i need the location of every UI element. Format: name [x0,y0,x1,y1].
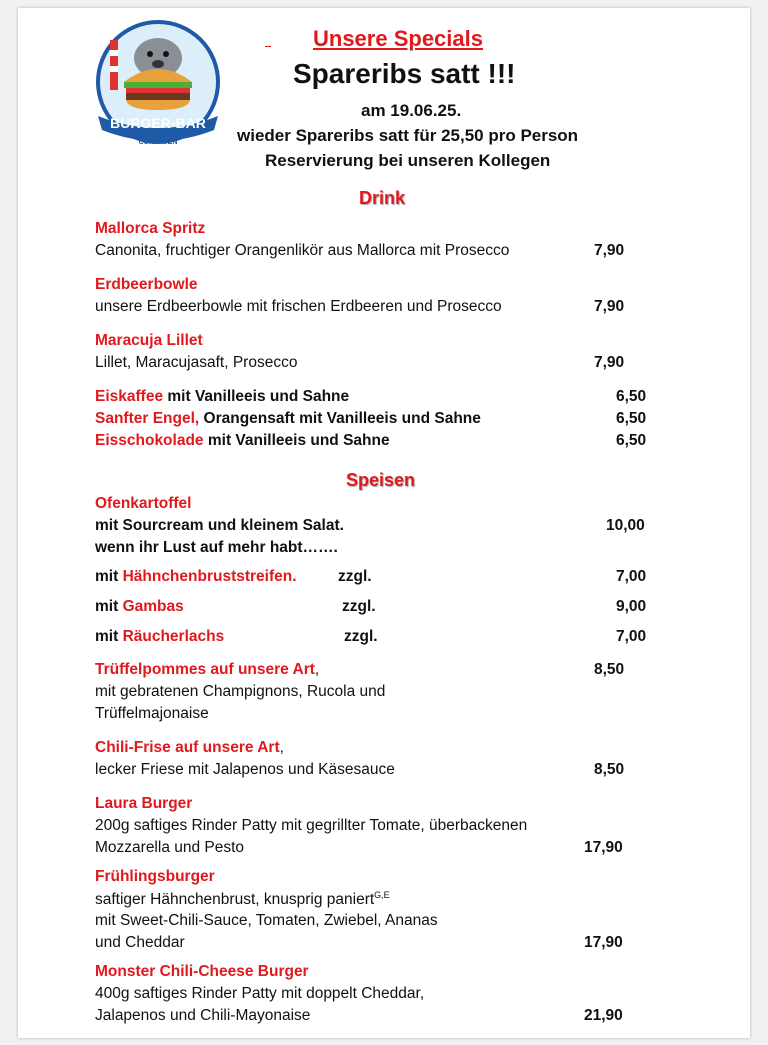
fruehling-line1-wrap [95,890,390,909]
chili-frise-price: 8,50 [594,761,625,778]
ice-item-name: Eisschokolade [95,432,204,449]
extra-price: 7,00 [616,568,647,585]
menu-page [18,8,750,1038]
reservation-line: Reservierung bei unseren Kollegen [265,151,551,170]
ice-item-price: 6,50 [616,410,647,427]
fruehling-line3: und Cheddar [95,934,185,951]
extra-name: Räucherlachs [122,628,225,645]
extra-prefix: mit [95,598,123,615]
trueffel-line1: mit gebratenen Champignons, Rucola und [95,683,386,700]
extra-prefix: mit [95,568,123,585]
ice-item-price: 6,50 [616,432,647,449]
monster-line1: 400g saftiges Rinder Patty mit doppelt Cheddar, [95,985,425,1002]
ice-item [95,388,349,406]
ice-item-rest: mit Vanilleeis und Sahne [203,432,390,449]
laura-price: 17,90 [584,839,623,856]
monster-line2: Jalapenos und Chili-Mayonaise [95,1007,311,1024]
drink-desc: unsere Erdbeerbowle mit frischen Erdbeeren und Prosecco [95,298,502,315]
drink-price: 7,90 [594,242,625,259]
extra-price: 9,00 [616,598,647,615]
extra-prefix: mit [95,628,123,645]
extra-item [95,568,297,586]
drink-desc: Lillet, Maracujasaft, Prosecco [95,354,298,371]
logo-text-top: BURGER-BAR [110,115,206,131]
laura-line2: Mozzarella und Pesto [95,839,245,856]
fruehling-line2: mit Sweet-Chili-Sauce, Tomaten, Zwiebel, Ananas [95,912,438,929]
trueffel-title [95,661,319,679]
extra-zzgl: zzgl. [344,628,378,645]
fruehling-line1: saftiger Hähnchenbrust, knusprig paniert [95,891,375,909]
drink-price: 7,90 [594,354,625,371]
burger-bar-logo [88,20,228,150]
extra-item [95,628,224,646]
ice-item-name: Eiskaffee [95,388,164,405]
drink-name: Maracuja Lillet [95,332,203,349]
ice-item-price: 6,50 [616,388,647,405]
trueffel-comma: , [314,661,320,678]
ofenkartoffel-name: Ofenkartoffel [95,495,192,512]
ofenkartoffel-line1: mit Sourcream und kleinem Salat. [95,517,344,534]
extra-zzgl: zzgl. [342,598,376,615]
trueffel-name: Trüffelpommes auf unsere Art [95,661,315,678]
monster-name: Monster Chili-Cheese Burger [95,963,309,980]
chili-frise-title [95,739,284,757]
stray-underline [265,46,271,47]
trueffel-line2: Trüffelmajonaise [95,705,209,722]
allergen-sup: G,E [374,890,390,900]
extra-item [95,598,184,616]
monster-price: 21,90 [584,1007,623,1024]
ice-item [95,432,390,450]
ice-item [95,410,481,428]
main-title: Spareribs satt !!! [293,58,516,89]
ice-item-rest: Orangensaft mit Vanilleeis und Sahne [199,410,481,427]
drink-name: Mallorca Spritz [95,220,206,237]
chili-frise-comma: , [279,739,284,756]
fruehling-price: 17,90 [584,934,623,951]
extra-name: Hähnchenbruststreifen. [122,568,297,585]
drink-section-title: Drink [359,188,406,208]
ice-item-name: Sanfter Engel, [95,410,200,427]
chili-frise-line1: lecker Friese mit Jalapenos und Käsesauce [95,761,395,778]
extra-zzgl: zzgl. [338,568,372,585]
fruehling-name: Frühlingsburger [95,868,215,885]
laura-name: Laura Burger [95,795,193,812]
drink-name: Erdbeerbowle [95,276,198,293]
laura-line1: 200g saftiges Rinder Patty mit gegrillter Tomate, überbackenen [95,817,528,834]
drink-desc: Canonita, fruchtiger Orangenlikör aus Mallorca mit Prosecco [95,242,510,259]
specials-title: Unsere Specials [313,26,483,51]
date-line: am 19.06.25. [361,101,462,120]
chili-frise-name: Chili-Frise auf unsere Art [95,739,280,756]
offer-line: wieder Spareribs satt für 25,50 pro Person [237,126,579,145]
ofenkartoffel-price: 10,00 [606,517,645,534]
drink-price: 7,90 [594,298,625,315]
ice-item-rest: mit Vanilleeis und Sahne [163,388,350,405]
ofenkartoffel-line2: wenn ihr Lust auf mehr habt……. [95,539,338,556]
trueffel-price: 8,50 [594,661,625,678]
logo-text-bottom: CUXHAVEN [138,139,178,146]
food-section-title: Speisen [346,470,416,490]
extra-price: 7,00 [616,628,647,645]
extra-name: Gambas [122,598,184,615]
